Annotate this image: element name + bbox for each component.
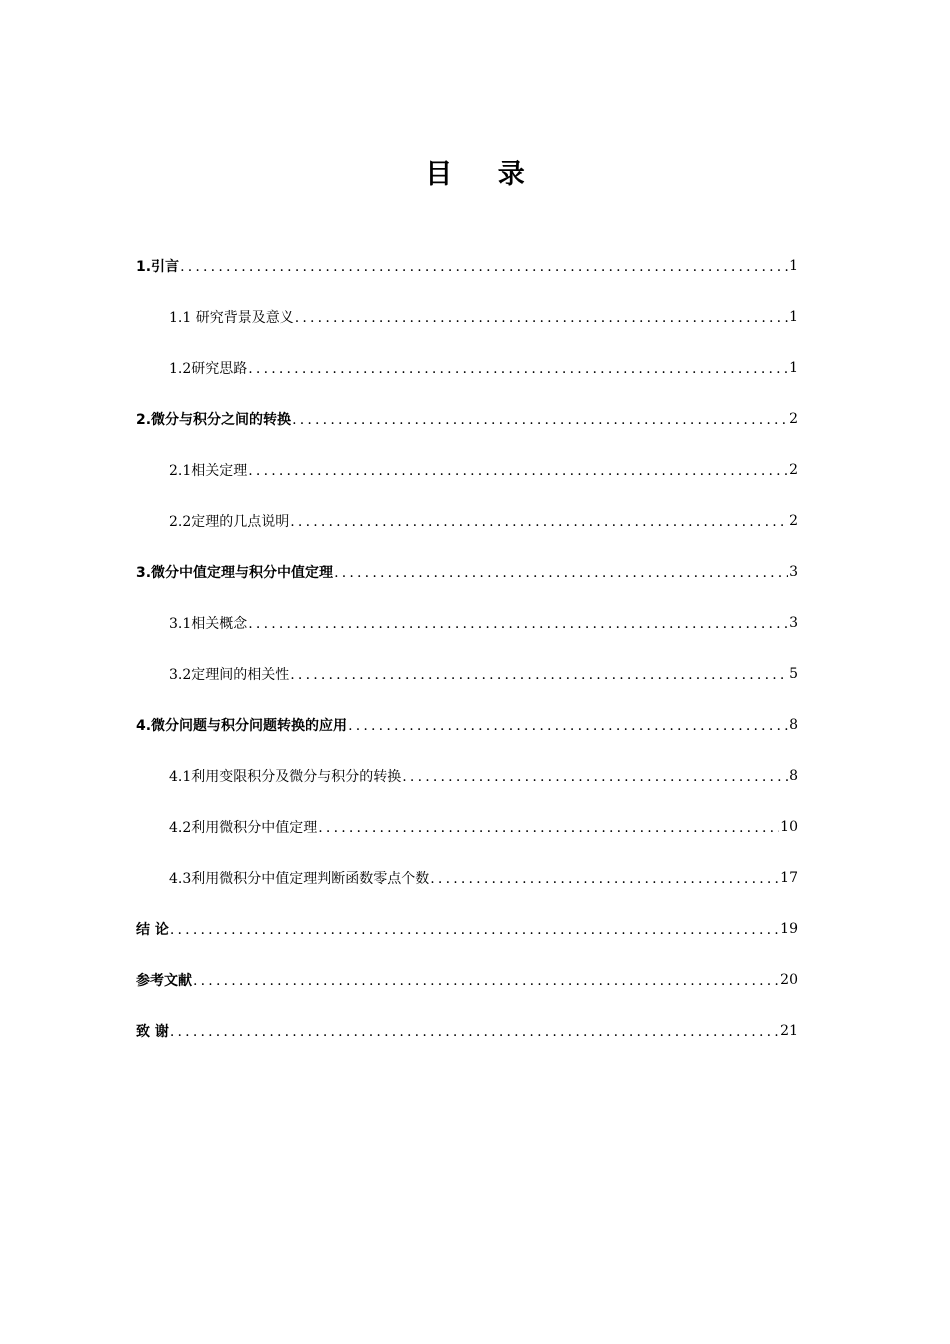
toc-entry[interactable]: [136, 699, 798, 750]
toc-entry-page: 2: [789, 461, 798, 478]
toc-entry[interactable]: [136, 444, 798, 495]
toc-entry[interactable]: [136, 801, 798, 852]
toc-entry[interactable]: [136, 1005, 798, 1056]
toc-entry-label: 4.3利用微积分中值定理判断函数零点个数: [169, 870, 430, 887]
toc-entry-label: 2.微分与积分之间的转换: [136, 411, 292, 428]
toc-dot-leader: [318, 820, 779, 836]
toc-entry-label: 结 论: [136, 921, 169, 938]
toc-entry-label: 3.微分中值定理与积分中值定理: [136, 564, 334, 581]
toc-dot-leader: [348, 718, 788, 734]
toc-entry-page: 2: [789, 512, 798, 529]
toc-entry-page: 1: [789, 359, 798, 376]
toc-dot-leader: [170, 922, 779, 938]
toc-entry[interactable]: [136, 393, 798, 444]
toc-entry-label: 2.2定理的几点说明: [169, 513, 290, 530]
toc-entry[interactable]: [136, 495, 798, 546]
toc-dot-leader: [248, 463, 788, 479]
toc-entry-page: 1: [789, 257, 798, 274]
toc-dot-leader: [430, 871, 779, 887]
toc-entry[interactable]: [136, 240, 798, 291]
toc-dot-leader: [292, 412, 788, 428]
toc-list: [136, 240, 798, 1056]
toc-entry-page: 10: [780, 818, 798, 835]
toc-dot-leader: [295, 310, 788, 326]
toc-entry[interactable]: [136, 648, 798, 699]
toc-dot-leader: [290, 514, 788, 530]
toc-entry-label: 致 谢: [136, 1023, 169, 1040]
toc-entry-page: 3: [789, 563, 798, 580]
toc-entry-page: 8: [789, 767, 798, 784]
toc-entry-label: 4.2利用微积分中值定理: [169, 819, 318, 836]
toc-entry[interactable]: [136, 597, 798, 648]
toc-entry-page: 1: [789, 308, 798, 325]
toc-entry-label: 1.1 研究背景及意义: [169, 309, 294, 326]
toc-entry-label: 4.1利用变限积分及微分与积分的转换: [169, 768, 402, 785]
toc-dot-leader: [248, 361, 788, 377]
toc-entry-page: 20: [780, 971, 798, 988]
toc-entry-label: 2.1相关定理: [169, 462, 248, 479]
toc-entry[interactable]: [136, 903, 798, 954]
toc-dot-leader: [193, 973, 779, 989]
toc-entry[interactable]: [136, 954, 798, 1005]
toc-dot-leader: [402, 769, 788, 785]
toc-entry[interactable]: [136, 546, 798, 597]
toc-entry-page: 8: [789, 716, 798, 733]
toc-dot-leader: [248, 616, 788, 632]
toc-dot-leader: [180, 259, 788, 275]
toc-title: 目 录: [425, 159, 543, 190]
toc-entry[interactable]: [136, 852, 798, 903]
toc-entry-page: 5: [789, 665, 798, 682]
toc-entry-page: 21: [780, 1022, 798, 1039]
toc-entry-page: 2: [789, 410, 798, 427]
toc-entry-label: 3.2定理间的相关性: [169, 666, 290, 683]
toc-entry-label: 4.微分问题与积分问题转换的应用: [136, 717, 348, 734]
toc-entry-label: 3.1相关概念: [169, 615, 248, 632]
toc-entry[interactable]: [136, 750, 798, 801]
toc-entry[interactable]: [136, 342, 798, 393]
toc-entry-label: 参考文献: [136, 972, 192, 989]
toc-entry-label: 1.2研究思路: [169, 360, 248, 377]
toc-entry-label: 1.引言: [136, 258, 180, 275]
toc-dot-leader: [290, 667, 788, 683]
toc-entry-page: 17: [780, 869, 798, 886]
toc-entry[interactable]: [136, 291, 798, 342]
toc-dot-leader: [334, 565, 788, 581]
toc-dot-leader: [170, 1024, 779, 1040]
toc-entry-page: 3: [789, 614, 798, 631]
toc-entry-page: 19: [780, 920, 798, 937]
